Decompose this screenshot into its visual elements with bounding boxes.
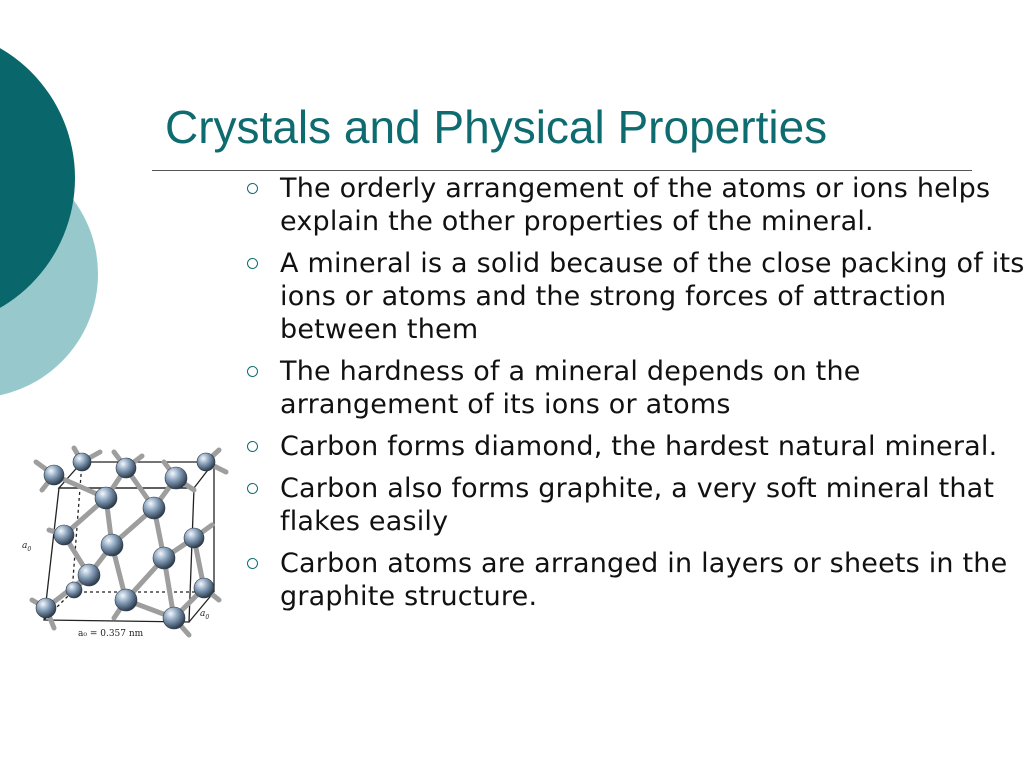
bullet-item xyxy=(240,247,1024,346)
axis-label-right-subscript: 0 xyxy=(205,614,210,621)
bullet-text: The orderly arrangement of the atoms or ions helps explain the other properties of the mineral. xyxy=(280,173,991,237)
bullet-text: A mineral is a solid because of the close packing of its ions or atoms and the strong forces of attraction between them xyxy=(280,248,1024,345)
title-divider xyxy=(152,170,972,171)
slide-title: Crystals and Physical Properties xyxy=(165,101,828,153)
lattice-constant-caption: a₀ = 0.357 nm xyxy=(78,629,144,639)
bullet-text: The hardness of a mineral depends on the arrangement of its ions or atoms xyxy=(280,356,861,420)
axis-label-left: a xyxy=(22,541,28,551)
bullet-text: Carbon forms diamond, the hardest natural mineral. xyxy=(280,431,998,462)
bullet-list xyxy=(240,172,1024,622)
axis-label-right: a xyxy=(200,609,206,619)
diamond-lattice-figure xyxy=(14,440,232,650)
bullet-item xyxy=(240,472,1024,538)
hollow-circle-bullet-icon xyxy=(247,441,258,452)
bullet-item xyxy=(240,430,1024,463)
bullet-item xyxy=(240,355,1024,421)
bullet-item xyxy=(240,547,1024,613)
bullet-text: Carbon atoms are arranged in layers or sheets in the graphite structure. xyxy=(280,548,1008,612)
hollow-circle-bullet-icon xyxy=(247,483,258,494)
axis-label-left-subscript: 0 xyxy=(27,546,32,553)
hollow-circle-bullet-icon xyxy=(247,258,258,269)
bullet-text: Carbon also forms graphite, a very soft mineral that flakes easily xyxy=(280,473,995,537)
bullet-item xyxy=(240,172,1024,238)
hollow-circle-bullet-icon xyxy=(247,366,258,377)
hollow-circle-bullet-icon xyxy=(247,183,258,194)
hollow-circle-bullet-icon xyxy=(247,558,258,569)
